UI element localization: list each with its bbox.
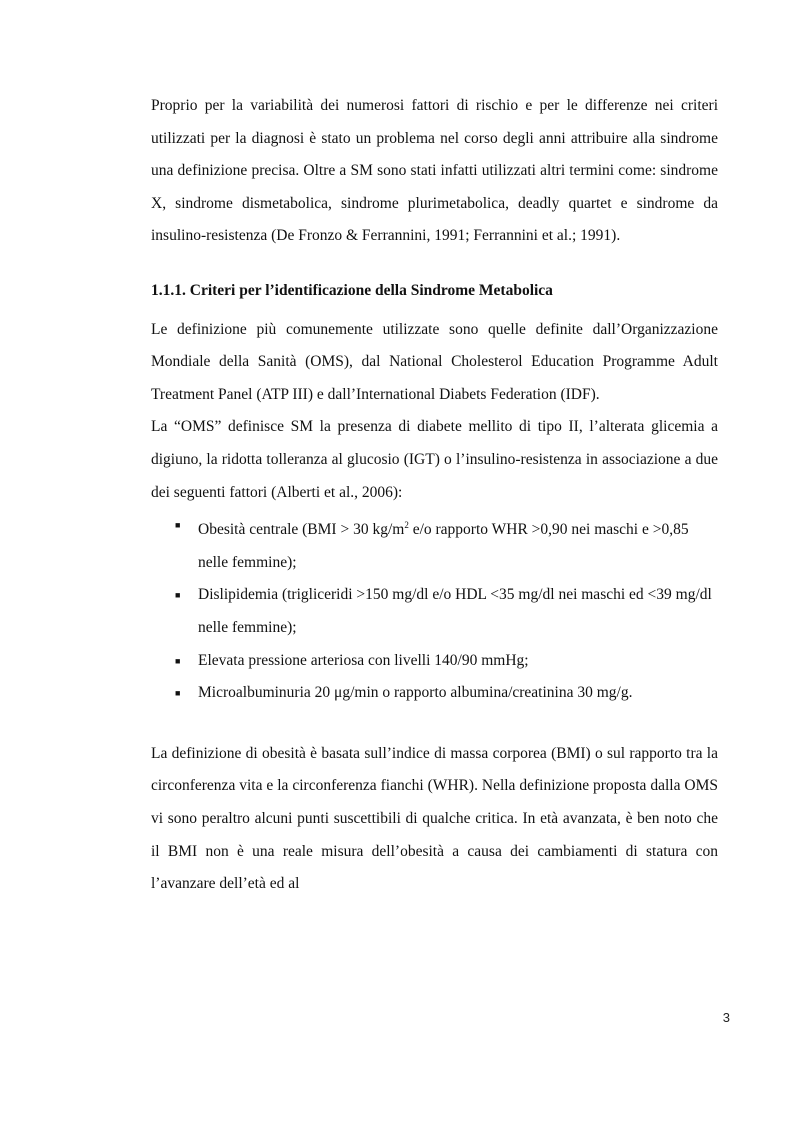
list-item-text: Microalbuminuria 20 μg/min o rapporto albumina/creatinina 30 mg/g. bbox=[198, 684, 633, 702]
list-item-text-end: e/o rapporto WHR >0,90 nei maschi e >0,85 nelle femmine); bbox=[198, 521, 689, 571]
definitions-paragraph: Le definizione più comunemente utilizzate sono quelle definite dall’Organizzazione Mondiale della Sanità (OMS), dal National Cholesterol Education Programme Adult Treatment Panel (ATP III) e dall’International Diabets Federation (IDF). bbox=[151, 320, 718, 403]
square-bullet-icon: ■ bbox=[175, 655, 181, 666]
criteria-list bbox=[151, 509, 718, 710]
list-item bbox=[151, 579, 718, 644]
superscript: 2 bbox=[404, 520, 409, 531]
list-item bbox=[151, 645, 718, 678]
page-number: 3 bbox=[722, 1010, 730, 1025]
square-bullet-icon: ■ bbox=[175, 688, 181, 699]
list-item-text: Dislipidemia (trigliceridi >150 mg/dl e/o HDL <35 mg/dl nei maschi ed <39 mg/dl nelle femmine); bbox=[198, 586, 712, 637]
page-body bbox=[151, 90, 718, 901]
obesity-paragraph: La definizione di obesità è basata sull’indice di massa corporea (BMI) o sul rapporto tra la circonferenza vita e la circonferenza fianchi (WHR). Nella definizione proposta dalla OMS vi sono peraltro alcuni punti suscettibili di qualche critica. In età avanzata, è ben noto che il BMI non è una reale misura dell’obesità a causa dei cambiamenti di statura con l’avanzare dell’età ed al bbox=[151, 744, 718, 893]
oms-paragraph: La “OMS” definisce SM la presenza di diabete mellito di tipo II, l’alterata glicemia a digiuno, la ridotta tolleranza al glucosio (IGT) o l’insulino-resistenza in associazione a due dei seguenti fattori (Alberti et al., 2006): bbox=[151, 418, 718, 501]
list-item bbox=[151, 677, 718, 710]
list-item bbox=[151, 509, 718, 579]
list-item-text: Elevata pressione arteriosa con livelli 140/90 mmHg; bbox=[198, 651, 529, 669]
list-item-text-start: Obesità centrale (BMI > 30 kg/m bbox=[198, 521, 405, 539]
square-bullet-icon: ■ bbox=[175, 520, 181, 531]
intro-paragraph: Proprio per la variabilità dei numerosi fattori di rischio e per le differenze nei criteri utilizzati per la diagnosi è stato un problema nel corso degli anni attribuire alla sindrome una definizione precisa. Oltre a SM sono stati infatti utilizzati altri termini come: sindrome X, sindrome dismetabolica, sindrome plurimetabolica, deadly quartet e sindrome da insulino-resistenza (De Fronzo & Ferrannini, 1991; Ferrannini et al.; 1991). bbox=[151, 97, 718, 245]
section-heading: 1.1.1. Criteri per l’identificazione della Sindrome Metabolica bbox=[151, 281, 553, 299]
square-bullet-icon: ■ bbox=[175, 590, 181, 601]
